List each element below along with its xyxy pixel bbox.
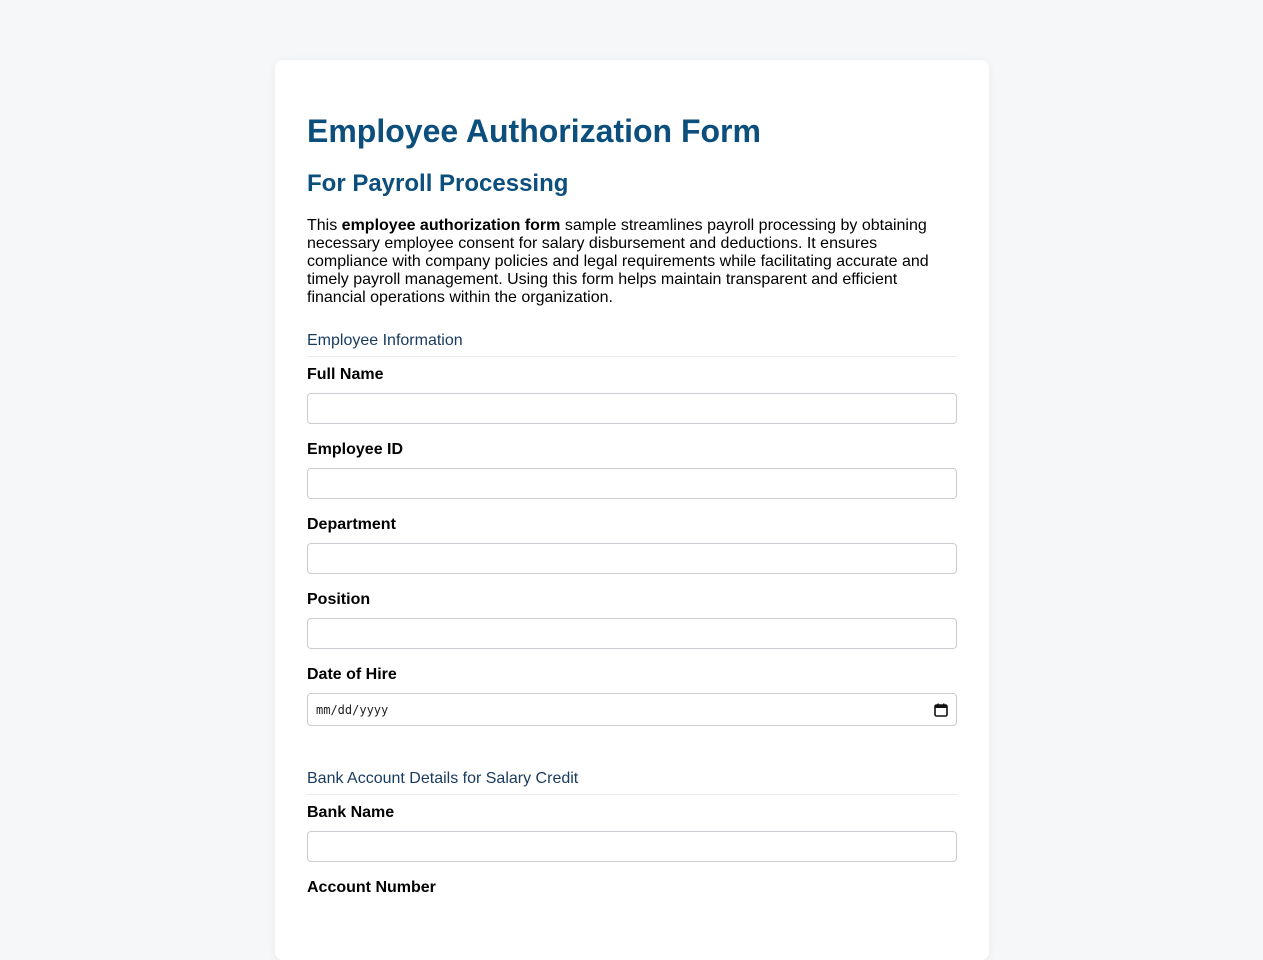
department-field [307,515,957,574]
section-title-employee-information: Employee Information [307,331,957,357]
position-label: Position [307,591,371,608]
date-of-hire-placeholder: mm/dd/yyyy [316,702,389,717]
page-subtitle: For Payroll Processing [307,170,569,197]
bank-name-label: Bank Name [307,804,395,821]
date-of-hire-field [307,665,957,726]
intro-bold-text: employee authorization form [341,217,561,234]
account-number-field [307,878,957,898]
position-input[interactable] [307,618,957,649]
date-of-hire-input[interactable] [307,693,957,726]
department-input[interactable] [307,543,957,574]
intro-rest: sample streamlines payroll processing by obtaining necessary employee consent for salary disbursement and deductions. It ensures compliance with company policies and legal requirements while facilitating accurate and timely payroll management. Using this form helps maintain transparent and efficient financial operations within the organization. [307,217,929,306]
account-number-label: Account Number [307,879,436,896]
form-card [275,60,989,960]
bank-name-input[interactable] [307,831,957,862]
department-label: Department [307,516,396,533]
date-of-hire-label: Date of Hire [307,666,397,683]
page-title: Employee Authorization Form [307,113,761,149]
position-field [307,590,957,649]
bank-name-field [307,803,957,862]
section-title-bank-account-details: Bank Account Details for Salary Credit [307,769,957,795]
employee-id-field [307,440,957,499]
employee-id-input[interactable] [307,468,957,499]
full-name-label: Full Name [307,366,384,383]
calendar-icon[interactable] [934,703,948,717]
full-name-input[interactable] [307,393,957,424]
intro-prefix: This [307,217,342,234]
full-name-field [307,365,957,424]
employee-id-label: Employee ID [307,441,404,458]
intro-paragraph [307,217,947,307]
